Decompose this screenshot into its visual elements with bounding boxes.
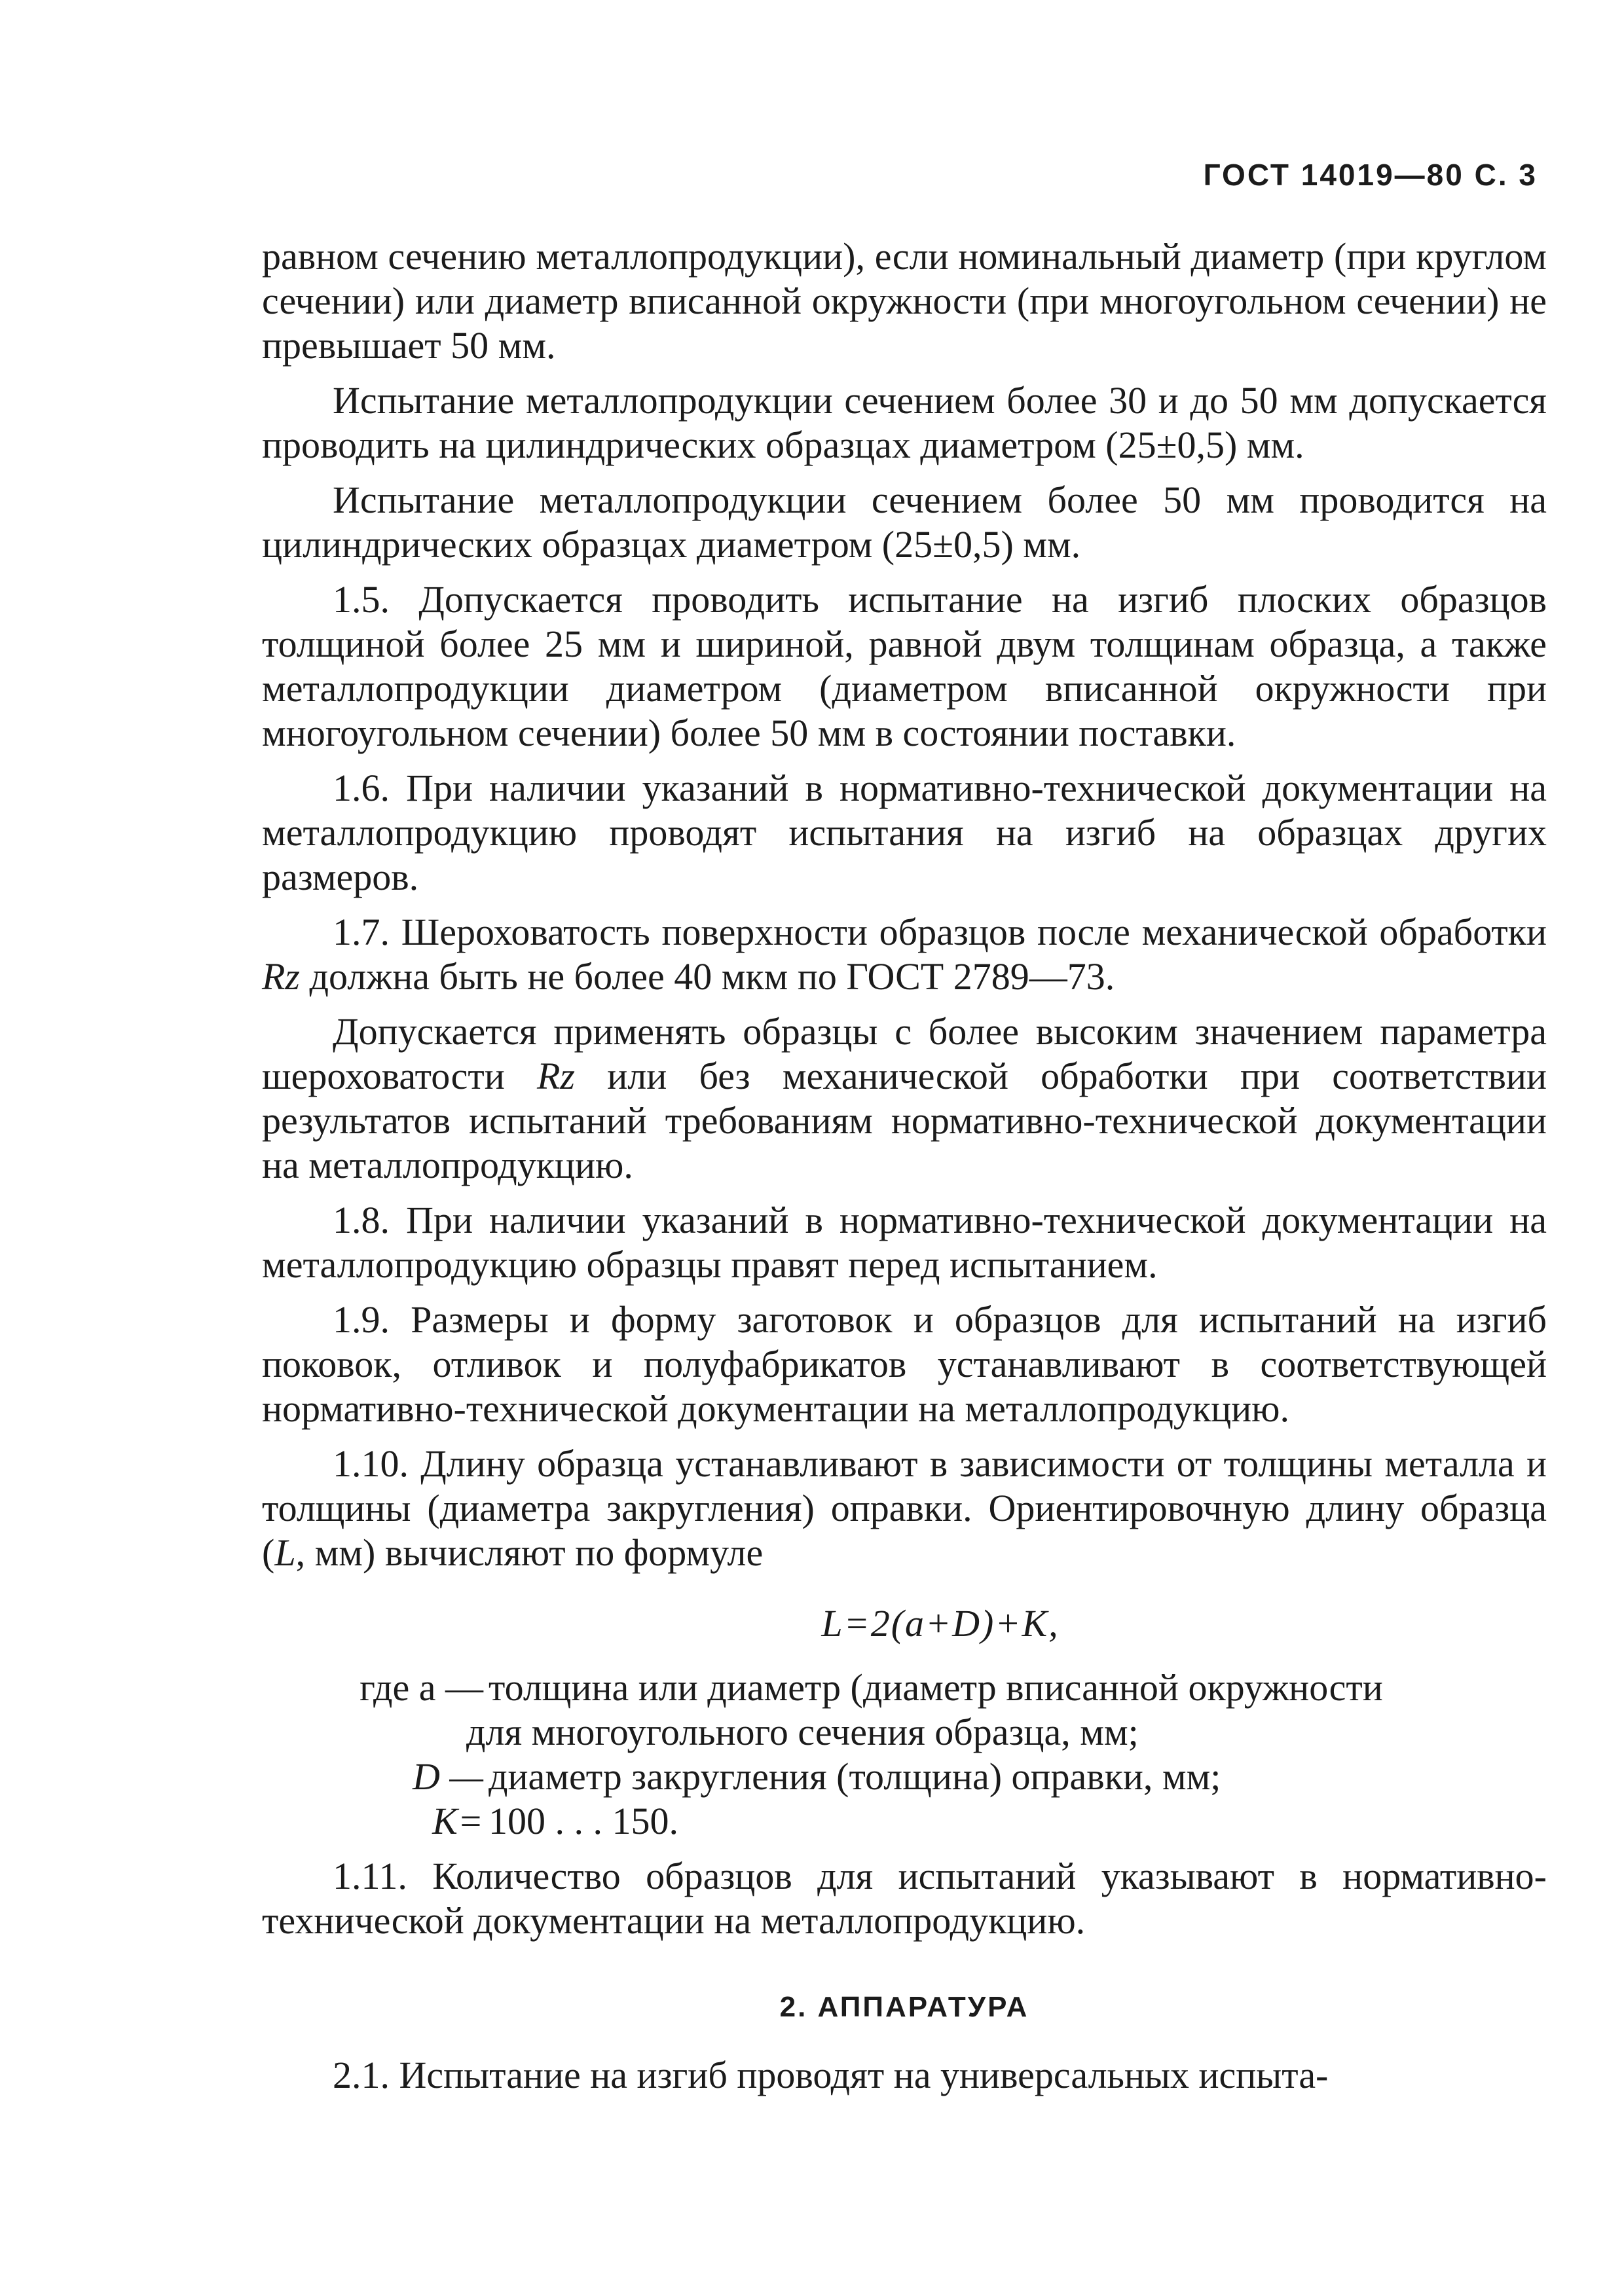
- clause-2-1: 2.1. Испытание на изгиб проводят на универсальных испыта-: [333, 2054, 1329, 2096]
- clause-1-10-text-a: 1.10. Длину образца устанавливают в зависимости от толщины металла и толщины (диаметра закругления) оправки. Ориентировочную длину образца (: [262, 1442, 1547, 1574]
- legend-lead-a: где a —: [360, 1666, 483, 1709]
- clause-1-7: [262, 910, 1547, 999]
- running-head: ГОСТ 14019—80 С. 3: [1203, 158, 1538, 192]
- paragraph-roughness-allowance: [262, 1010, 1547, 1188]
- legend-text-a: толщина или диаметр (диаметр вписанной окружности: [489, 1666, 1383, 1709]
- clause-1-7-text-a: 1.7. Шероховатость поверхности образцов после механической обработки: [333, 911, 1547, 953]
- length-symbol: L: [274, 1531, 296, 1574]
- rz-symbol: Rz: [262, 955, 300, 998]
- formula-legend: [262, 1666, 1547, 1844]
- legend-lead-d: D —: [413, 1755, 483, 1798]
- legend-lead-k: K=: [432, 1800, 483, 1842]
- clause-1-6: 1.6. При наличии указаний в нормативно-технической документации на металлопродукцию проводят испытания на изгиб на образцах других размеров.: [262, 767, 1547, 898]
- rz-symbol: Rz: [537, 1055, 575, 1097]
- clause-1-7-text-b: должна быть не более 40 мкм по ГОСТ 2789—73.: [300, 955, 1115, 998]
- roughness-text-b: или без механической обработки при соответствии результатов испытаний требованиям нормативно-технической документации на металлопродукцию.: [262, 1055, 1547, 1186]
- document-body: [262, 234, 1547, 2098]
- roughness-text-a: Допускается применять образцы с более высоким значением параметра шероховатости: [262, 1010, 1547, 1097]
- paragraph-test-30-50: Испытание металлопродукции сечением более 30 и до 50 мм допускается проводить на цилиндрических образцах диаметром (25±0,5) мм.: [262, 379, 1547, 466]
- legend-text-d: диаметр закругления (толщина) оправки, мм;: [489, 1755, 1221, 1798]
- legend-row-a: [262, 1666, 1547, 1710]
- section-2-title: 2. АППАРАТУРА: [779, 1991, 1029, 2023]
- legend-cont-a: для многоугольного сечения образца, мм;: [466, 1711, 1139, 1753]
- legend-row-d: [262, 1755, 1547, 1799]
- clause-1-8: 1.8. При наличии указаний в нормативно-технической документации на металлопродукцию образцы правят перед испытанием.: [262, 1199, 1547, 1286]
- clause-1-9: 1.9. Размеры и форму заготовок и образцов для испытаний на изгиб поковок, отливок и полуфабрикатов устанавливают в соответствующей нормативно-технической документации на металлопродукцию.: [262, 1298, 1547, 1430]
- legend-text-k: 100 . . . 150.: [489, 1800, 678, 1842]
- length-formula: L=2(a+D)+K,: [821, 1602, 1060, 1645]
- clause-1-10: [262, 1442, 1547, 1575]
- paragraph-continuation: равном сечению металлопродукции), если номинальный диаметр (при круглом сечении) или диаметр вписанной окружности (при многоугольном сечении) не превышает 50 мм.: [262, 235, 1547, 367]
- legend-row-k: [262, 1799, 1547, 1844]
- clause-1-11: 1.11. Количество образцов для испытаний указывают в нормативно-технической документации на металлопродукцию.: [262, 1855, 1547, 1942]
- clause-1-5: 1.5. Допускается проводить испытание на изгиб плоских образцов толщиной более 25 мм и шириной, равной двум толщинам образца, а также металлопродукции диаметром (диаметром вписанной окружности при многоугольном сечении) более 50 мм в состоянии поставки.: [262, 578, 1547, 754]
- clause-1-10-text-b: , мм) вычисляют по формуле: [295, 1531, 764, 1574]
- paragraph-test-over-50: Испытание металлопродукции сечением более 50 мм проводится на цилиндрических образцах диаметром (25±0,5) мм.: [262, 479, 1547, 566]
